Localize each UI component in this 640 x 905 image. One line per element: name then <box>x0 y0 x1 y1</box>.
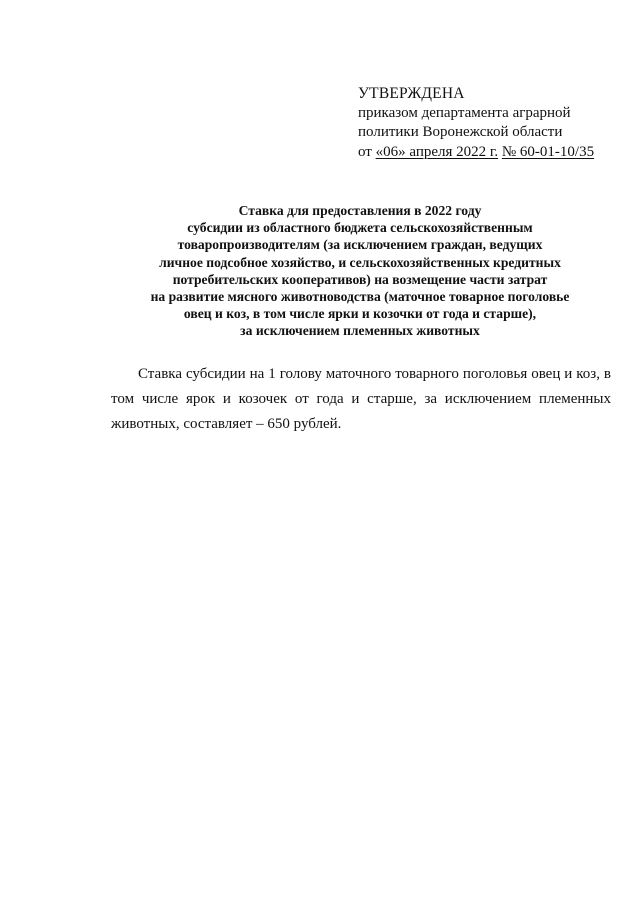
title-line: овец и коз, в том числе ярки и козочки от года и старше), <box>183 306 537 322</box>
approval-date: «06» апреля 2022 г. <box>375 143 499 160</box>
approval-date-prefix: от <box>358 143 376 160</box>
title-line: субсидии из областного бюджета сельскохозяйственным <box>187 220 533 236</box>
title-line: за исключением племенных животных <box>240 323 480 339</box>
approval-number: № 60-01-10/35 <box>501 143 595 160</box>
title-line: на развитие мясного животноводства (маточное товарное поголовье <box>150 289 570 305</box>
approval-line-2: политики Воронежской области <box>358 124 563 140</box>
title-line: товаропроизводителям (за исключением граждан, ведущих <box>177 237 543 253</box>
body-paragraph: Ставка субсидии на 1 голову маточного товарного поголовья овец и коз, в том числе ярок и козочек от года и старше, за исключением племенных животных, составляет – 650 рублей. <box>111 366 611 432</box>
document-title <box>100 202 620 340</box>
approval-heading: УТВЕРЖДЕНА <box>358 85 465 102</box>
title-line: Ставка для предоставления в 2022 году <box>238 203 482 218</box>
body-section <box>111 362 611 437</box>
approval-date-line <box>358 143 594 163</box>
title-line: личное подсобное хозяйство, и сельскохозяйственных кредитных <box>159 254 561 270</box>
title-line: потребительских кооперативов) на возмещение части затрат <box>172 271 548 287</box>
approval-line-1: приказом департамента аграрной <box>358 104 571 121</box>
approval-block <box>358 84 594 162</box>
